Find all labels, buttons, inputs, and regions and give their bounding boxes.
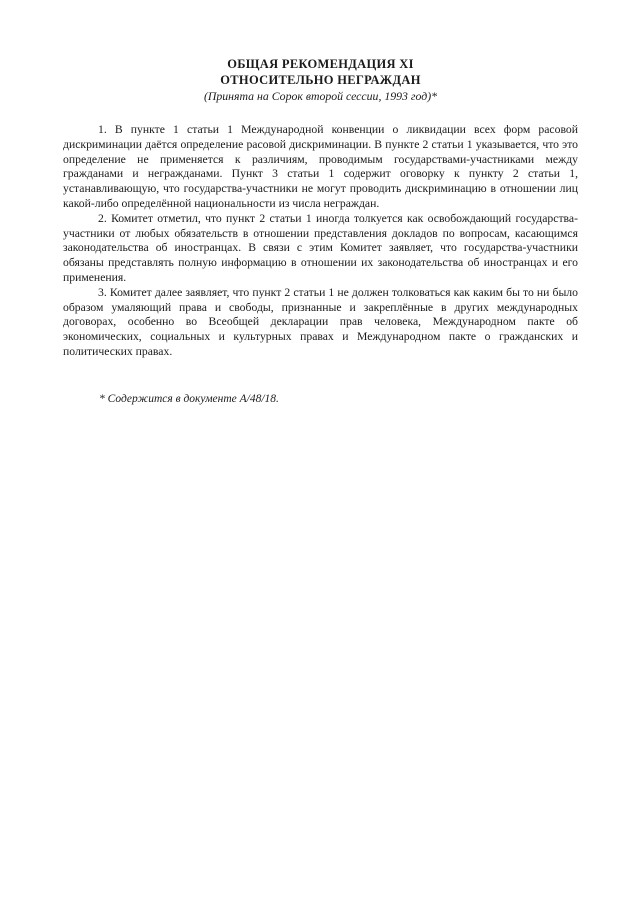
body-paragraph-1: 1. В пункте 1 статьи 1 Международной конвенции о ликвидации всех форм расовой дискриминации даётся определение расовой дискриминации. В пункте 2 статьи 1 указывается, что это определение не применяется к различиям, проводимым государствами-участниками между гражданами и негражданами. Пункт 3 статьи 1 содержит оговорку к пункту 2 статьи 1, устанавливающую, что государства-участники не могут проводить дискриминацию в отношении лиц какой-либо определённой национальности из числа неграждан. xyxy=(63,123,578,210)
title-line-2: ОТНОСИТЕЛЬНО НЕГРАЖДАН xyxy=(220,73,421,87)
document-title xyxy=(63,56,578,105)
document-body xyxy=(63,123,578,360)
title-line-1: ОБЩАЯ РЕКОМЕНДАЦИЯ XI xyxy=(227,57,414,71)
body-paragraph-2: 2. Комитет отметил, что пункт 2 статьи 1 иногда толкуется как освобождающий государства-участники от любых обязательств в отношении представления докладов по вопросам, касающимся законодательства об иностранцах. В связи с этим Комитет заявляет, что государства-участники обязаны представлять полную информацию в отношении их законодательства об иностранцах и его применения. xyxy=(63,211,578,284)
session-subtitle: (Принята на Сорок второй сессии, 1993 год)* xyxy=(203,89,438,103)
document-footnote: * Содержится в документе A/48/18. xyxy=(99,392,279,405)
body-paragraph-3: 3. Комитет далее заявляет, что пункт 2 статьи 1 не должен толковаться как каким бы то ни было образом умаляющий права и свободы, признанные и закреплённые в других международных договорах, особенно во Всеобщей декларации прав человека, Международном пакте об экономических, социальных и культурных правах и Международном пакте о гражданских и политических правах. xyxy=(63,285,578,358)
